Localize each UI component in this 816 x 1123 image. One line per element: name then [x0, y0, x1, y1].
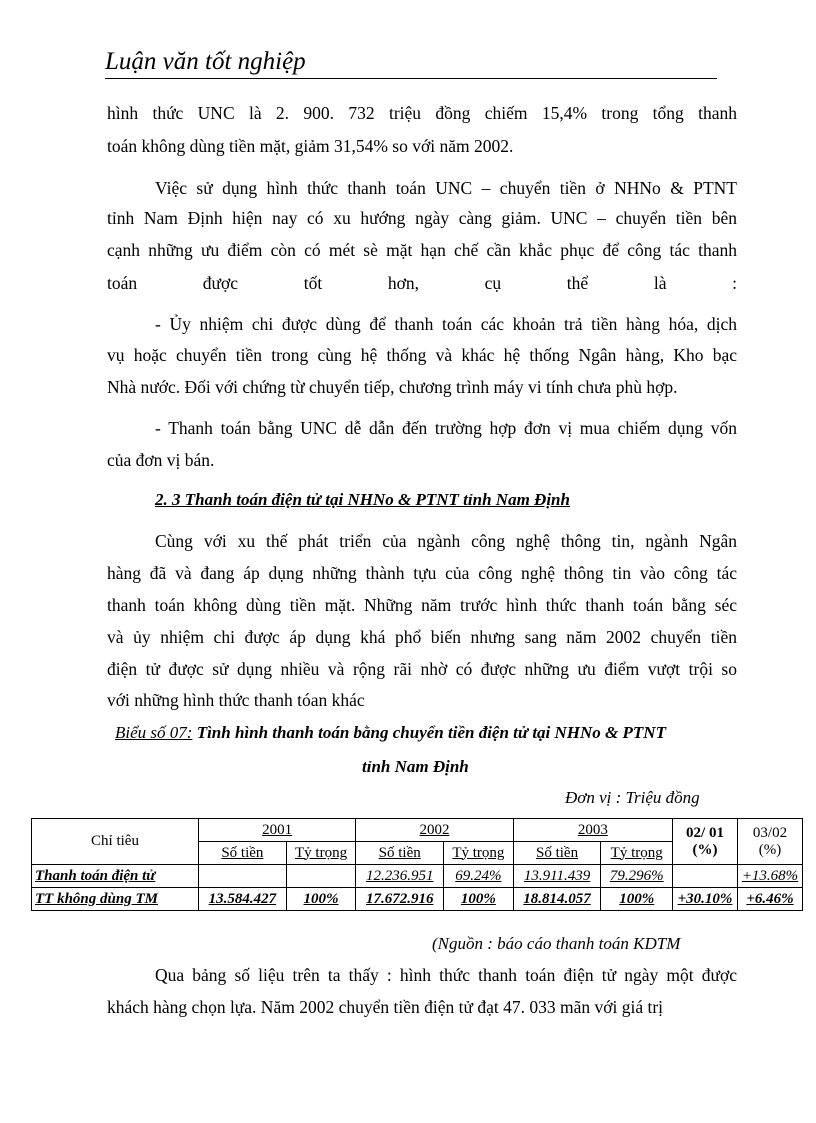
text-line: - Thanh toán bằng UNC dễ dẫn đến trường hợp đơn vị mua chiếm dụng vốn [155, 418, 737, 438]
page-header: Luận văn tốt nghiệp [105, 48, 306, 75]
header-amount: Số tiền [199, 842, 287, 865]
header-share: Tỷ trọng [286, 842, 356, 865]
cell: TT không dùng TM [32, 888, 199, 911]
text-line: cạnh những ưu điểm còn có mét sè mặt hạn chế cần khắc phục để công tác thanh [107, 240, 737, 260]
header-rule [105, 78, 717, 79]
text-line: vụ hoặc chuyển tiền trong cùng hệ thống và khác hệ thống Ngân hàng, Kho bạc [107, 345, 737, 365]
cell: 13.584.427 [199, 888, 287, 911]
text-line: tỉnh Nam Định hiện nay có xu hướng ngày càng giảm. UNC – chuyển tiền bên [107, 208, 737, 228]
table-header-row [32, 819, 803, 842]
cell: +30.10% [673, 888, 738, 911]
text-line: khách hàng chọn lựa. Năm 2002 chuyển tiền điện tử đạt 47. 033 mãn với giá trị [107, 997, 664, 1017]
cell: 12.236.951 [356, 865, 444, 888]
cell: 100% [601, 888, 673, 911]
header-0302: 03/02 (%) [738, 819, 803, 865]
text-line: Qua bảng số liệu trên ta thấy : hình thức thanh toán điện tử ngày một được [155, 965, 737, 985]
text-line: của đơn vị bán. [107, 450, 215, 470]
text-line: Cùng với xu thế phát triển của ngành công nghệ thông tin, ngành Ngân [155, 531, 737, 551]
text-line: hàng đã và đang áp dụng những thành tựu của công nghệ thông tin vào công tác [107, 563, 737, 583]
section-title: 2. 3 Thanh toán điện tử tại NHNo & PTNT tỉnh Nam Định [155, 490, 570, 509]
cell [199, 865, 287, 888]
header-amount: Số tiền [356, 842, 444, 865]
text-line: với những hình thức thanh tóan khác [107, 690, 365, 710]
header-year: 2001 [199, 819, 356, 842]
cell: Thanh toán điện tử [32, 865, 199, 888]
header-indicator: Chỉ tiêu [32, 819, 199, 865]
header-share: Tỷ trọng [444, 842, 514, 865]
table-row [32, 888, 803, 911]
cell: 17.672.916 [356, 888, 444, 911]
source-note: (Nguồn : báo cáo thanh toán KDTM [432, 934, 681, 953]
text-line: Nhà nước. Đối với chứng từ chuyển tiếp, chương trình máy vi tính chưa phù hợp. [107, 377, 678, 397]
header-share: Tỷ trọng [601, 842, 673, 865]
text-line: Việc sử dụng hình thức thanh toán UNC – chuyển tiền ở NHNo & PTNT [155, 178, 737, 198]
text-line: và ủy nhiệm chi được áp dụng khá phổ biến nhưng sang năm 2002 chuyển tiền [107, 627, 737, 647]
caption-title-cont: tỉnh Nam Định [362, 757, 469, 776]
text-line: toán không dùng tiền mặt, giảm 31,54% so với năm 2002. [107, 136, 514, 156]
cell: 100% [286, 888, 356, 911]
header-amount: Số tiền [513, 842, 601, 865]
text-line: thanh toán không dùng tiền mặt. Những năm trước hình thức thanh toán bằng séc [107, 595, 737, 615]
caption-label: Biểu số 07: [115, 723, 193, 742]
cell: 18.814.057 [513, 888, 601, 911]
table-row [32, 865, 803, 888]
cell [673, 865, 738, 888]
header-year: 2003 [513, 819, 672, 842]
text-line: toán được tốt hơn, cụ thể là : [107, 273, 737, 293]
cell [286, 865, 356, 888]
text-line: - Ủy nhiệm chi được dùng để thanh toán các khoản trả tiền hàng hóa, dịch [155, 314, 737, 334]
header-0201: 02/ 01 (%) [673, 819, 738, 865]
data-table [31, 818, 803, 911]
caption-title: Tình hình thanh toán bằng chuyển tiền điện tử tại NHNo & PTNT [196, 723, 666, 742]
unit-label: Đơn vị : Triệu đồng [565, 788, 700, 807]
cell: 13.911.439 [513, 865, 601, 888]
cell: 79.296% [601, 865, 673, 888]
cell: +13.68% [738, 865, 803, 888]
cell: 100% [444, 888, 514, 911]
text-line: hình thức UNC là 2. 900. 732 triệu đồng chiếm 15,4% trong tổng thanh [107, 103, 737, 123]
text-line: điện tử được sử dụng nhiều và rộng rãi nhờ có được những ưu điểm vượt trội so [107, 659, 737, 679]
header-year: 2002 [356, 819, 513, 842]
cell: +6.46% [738, 888, 803, 911]
table-caption [115, 723, 666, 743]
cell: 69.24% [444, 865, 514, 888]
